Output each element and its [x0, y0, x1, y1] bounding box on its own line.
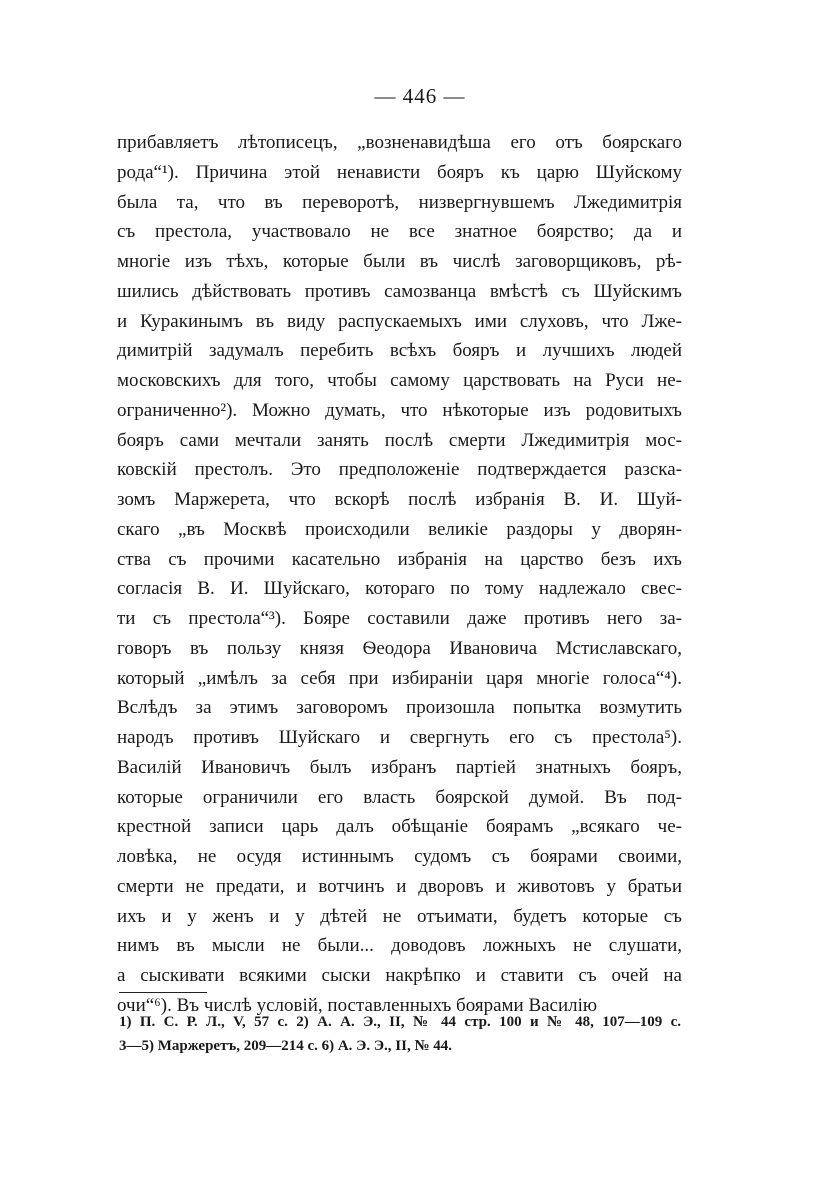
text-line: скаго „въ Москвѣ происходили великіе раздоры у дворян- [117, 518, 682, 540]
text-line: прибавляетъ лѣтописецъ, „возненавидѣша его отъ боярскаго [117, 132, 682, 153]
text-line: димитрій задумалъ перебить всѣхъ бояръ и лучшихъ людей [117, 340, 682, 362]
page-number: — 446 — [374, 84, 466, 108]
text-line: московскихъ для того, чтобы самому царствовать на Руси не- [117, 370, 682, 391]
text-line: а сыскивати всякими сыски накрѣпко и ставити съ очей на [117, 965, 682, 986]
text-line: ограниченно²). Можно думать, что нѣкоторые изъ родовитыхъ [117, 399, 682, 421]
text-line: очи“⁶). Въ числѣ условій, поставленныхъ боярами Василію [117, 994, 598, 1016]
text-line: нимъ въ мысли не были... доводовъ ложныхъ не слушати, [117, 935, 682, 957]
text-line: была та, что въ переворотѣ, низвергнувшемъ Лжедимитрія [117, 191, 682, 213]
text-line: крестной записи царь далъ обѣщаніе боярамъ „всякаго че- [117, 816, 682, 838]
text-line: зомъ Маржерета, что вскорѣ послѣ избранія В. И. Шуй- [117, 489, 682, 510]
text-line: ства съ прочими касательно избранія на царство безъ ихъ [117, 548, 682, 570]
footnote-separator [119, 992, 207, 993]
text-line: многіе изъ тѣхъ, которые были въ числѣ заговорщиковъ, рѣ- [117, 251, 682, 272]
footnote-line: 3—5) Маржеретъ, 209—214 с. 6) А. Э. Э., II, № 44. [119, 1038, 453, 1054]
text-line: согласія В. И. Шуйскаго, котораго по тому надлежало свес- [117, 578, 682, 600]
footnotes [119, 1010, 681, 1058]
body-text [117, 128, 682, 1021]
text-line: ихъ и у женъ и у дѣтей не отъимати, будетъ которые съ [117, 905, 682, 927]
text-line: рода“¹). Причина этой ненависти бояръ къ царю Шуйскому [117, 161, 682, 183]
text-line: съ престола, участвовало не все знатное боярство; да и [117, 221, 682, 243]
footnote-line: 1) П. С. Р. Л., V, 57 с. 2) А. А. Э., II, № 44 стр. 100 и № 48, 107—109 с. [119, 1014, 681, 1030]
text-line: ковскій престолъ. Это предположеніе подтверждается разска- [117, 459, 682, 481]
text-line: говоръ въ пользу князя Ѳеодора Ивановича Мстиславскаго, [117, 637, 682, 659]
text-line: бояръ сами мечтали занять послѣ смерти Лжедимитрія мос- [117, 429, 682, 451]
text-line: которые ограничили его власть боярской думой. Въ под- [117, 786, 682, 808]
text-line: ти съ престола“³). Бояре составили даже противъ него за- [117, 608, 682, 629]
text-line: народъ противъ Шуйскаго и свергнуть его съ престола⁵). [117, 727, 682, 748]
text-line: Василій Ивановичъ былъ избранъ партіей знатныхъ бояръ, [117, 756, 682, 778]
text-line: который „имѣлъ за себя при избираніи царя многіе голоса“⁴). [117, 667, 682, 689]
text-line: ловѣка, не осудя истиннымъ судомъ съ боярами своими, [117, 846, 682, 867]
text-line: шились дѣйствовать противъ самозванца вмѣстѣ съ Шуйскимъ [117, 280, 682, 302]
text-line: Вслѣдъ за этимъ заговоромъ произошла попытка возмутить [117, 697, 682, 719]
text-line: смерти не предати, и вотчинъ и дворовъ и животовъ у братьи [117, 875, 682, 897]
text-line: и Куракинымъ въ виду распускаемыхъ ими слуховъ, что Лже- [117, 310, 682, 332]
